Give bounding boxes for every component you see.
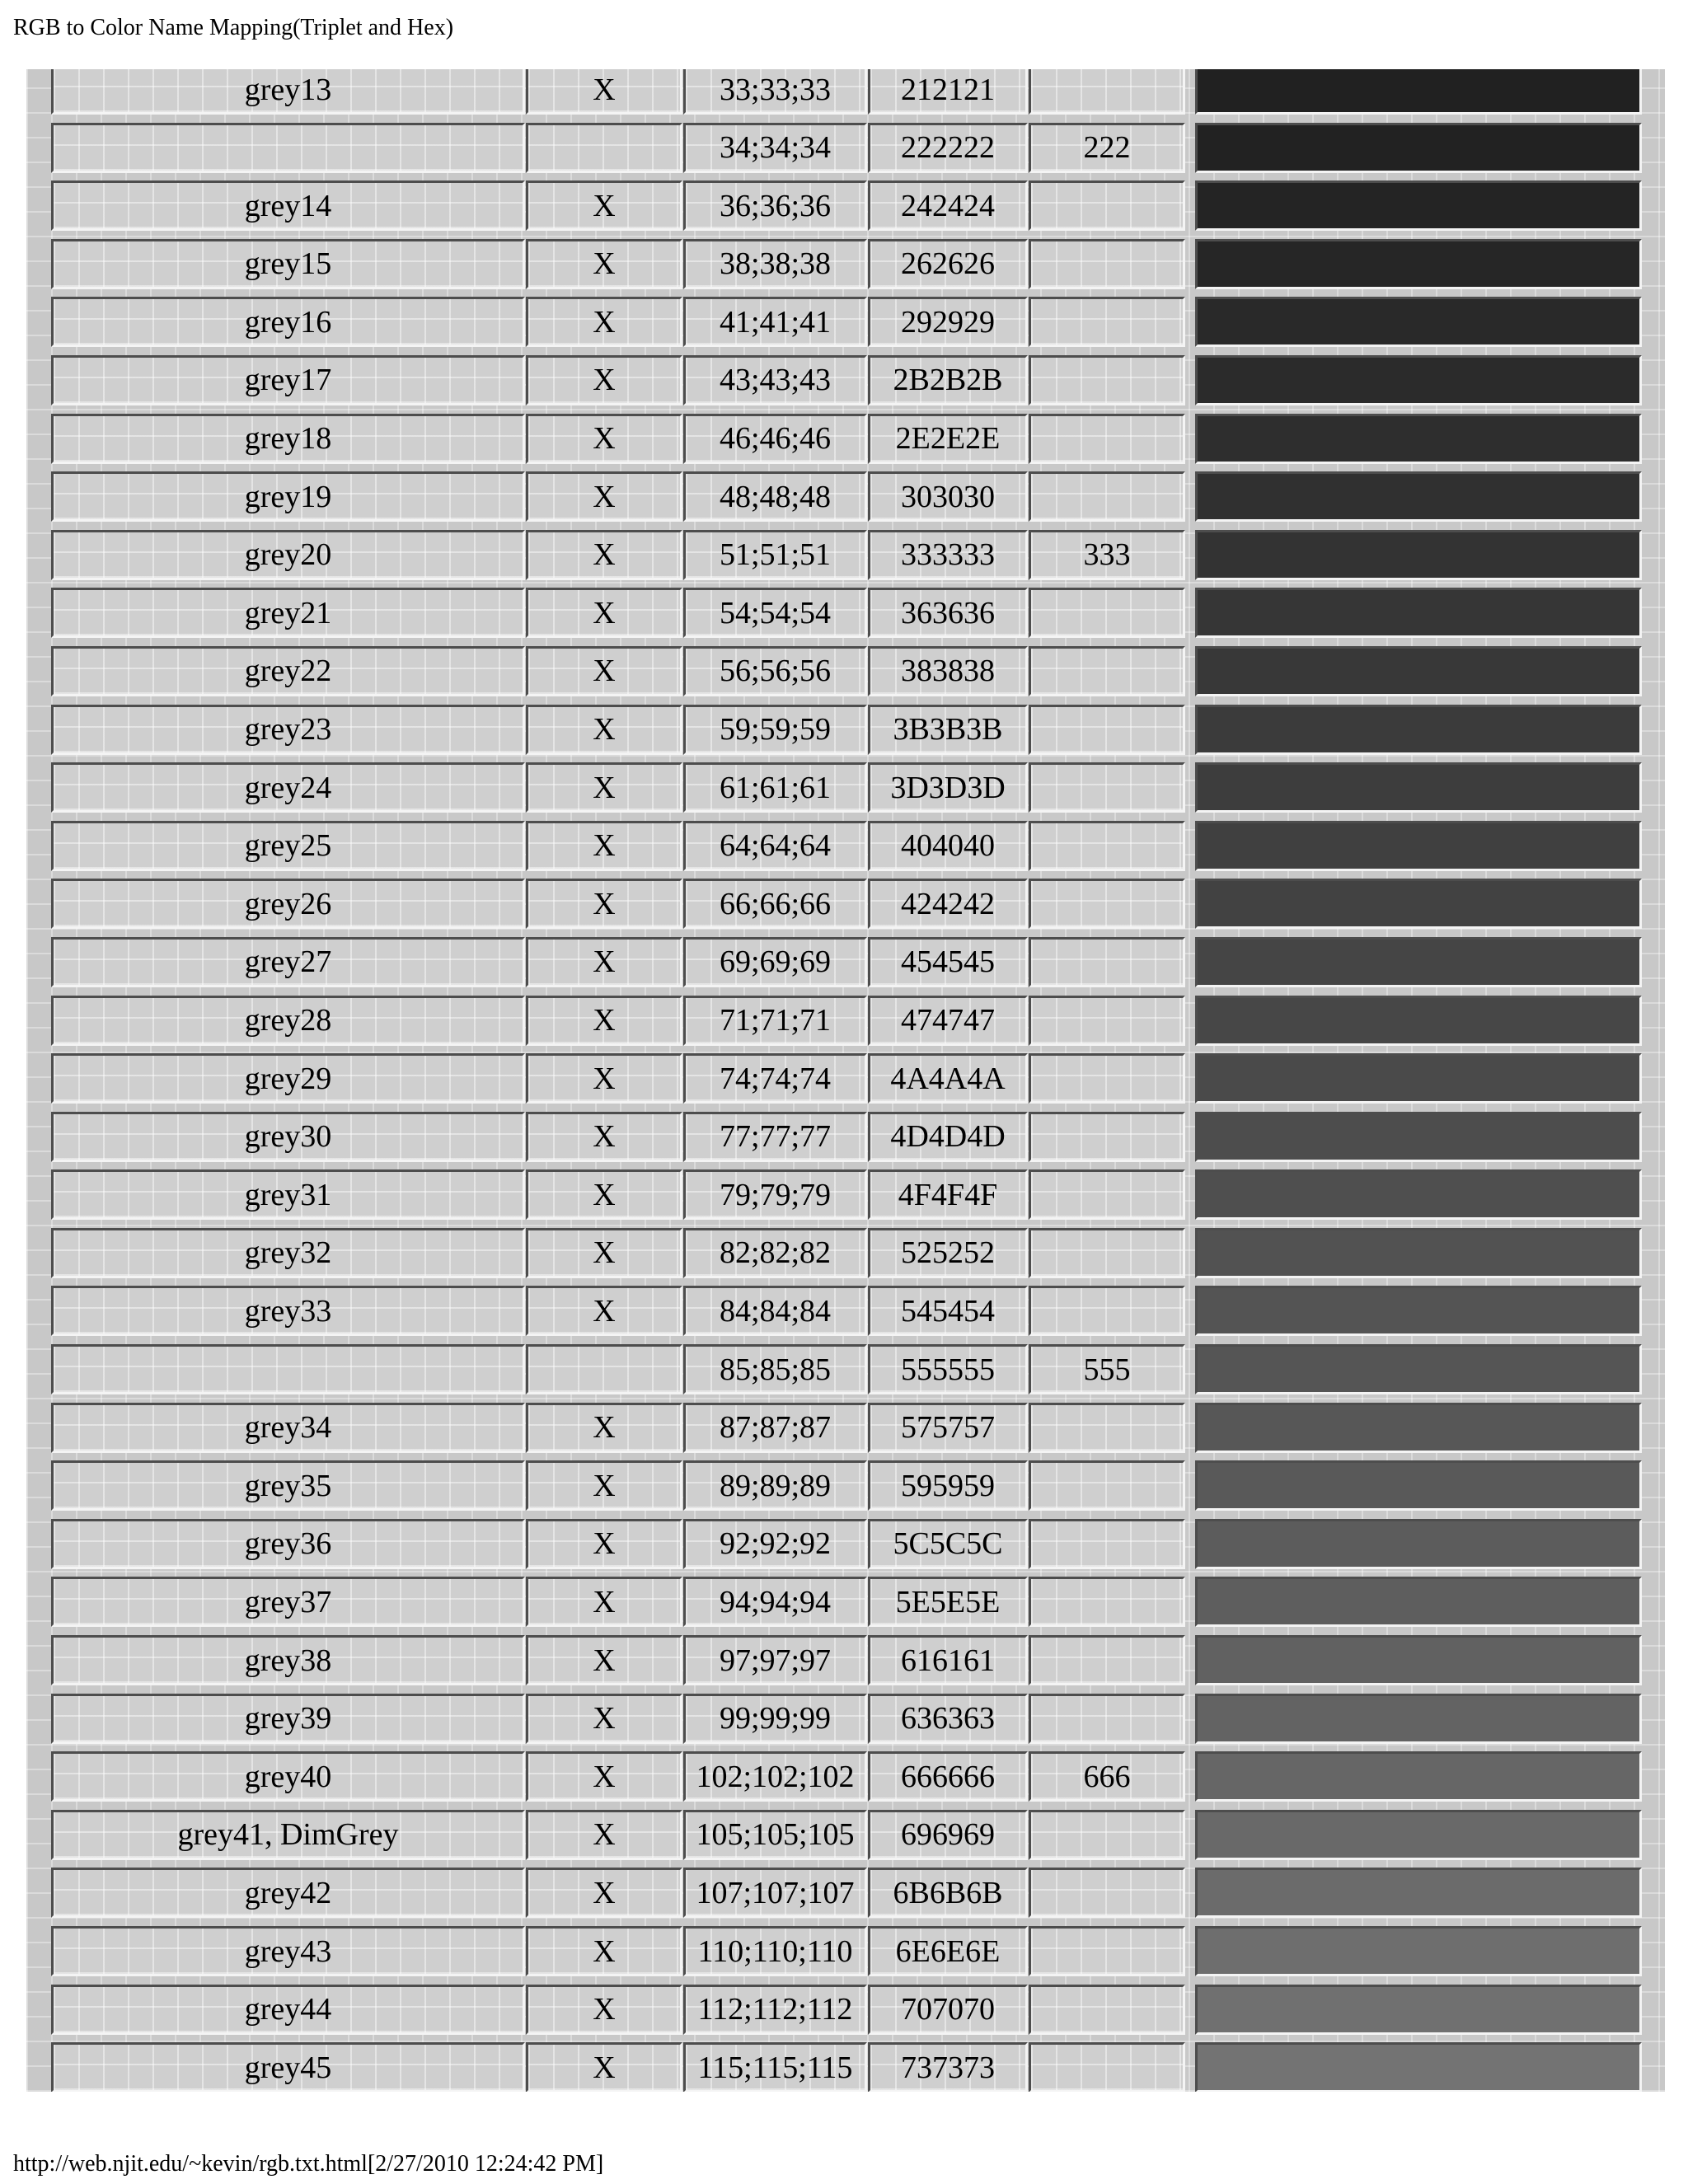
- hex-value-cell: 262626: [868, 239, 1028, 289]
- hex-value-cell: 333333: [868, 530, 1028, 580]
- color-swatch: [1195, 1460, 1642, 1511]
- web-safe-cell: [1029, 1926, 1185, 1976]
- color-name-cell: grey26: [51, 879, 525, 929]
- hex-value-cell: 3B3B3B: [868, 705, 1028, 755]
- color-name-cell: grey30: [51, 1112, 525, 1162]
- table-row: [26, 1225, 1665, 1283]
- web-safe-cell: [1029, 762, 1185, 813]
- color-name-cell: grey23: [51, 705, 525, 755]
- web-safe-cell: 333: [1029, 530, 1185, 580]
- color-swatch: [1195, 937, 1642, 987]
- table-row: [26, 1573, 1665, 1632]
- hex-value-cell: 4F4F4F: [868, 1169, 1028, 1220]
- color-name-cell: [51, 123, 525, 173]
- x11-mark-cell: X: [526, 1635, 682, 1685]
- rgb-triplet-cell: 36;36;36: [683, 180, 867, 231]
- web-safe-cell: [1029, 1228, 1185, 1278]
- web-safe-cell: 222: [1029, 123, 1185, 173]
- rgb-triplet-cell: 82;82;82: [683, 1228, 867, 1278]
- table-row: [26, 759, 1665, 818]
- web-safe-cell: [1029, 2042, 1185, 2092]
- rgb-triplet-cell: 69;69;69: [683, 937, 867, 987]
- x11-mark-cell: X: [526, 821, 682, 871]
- color-name-cell: [51, 1344, 525, 1394]
- page-header: RGB to Color Name Mapping(Triplet and Hex): [13, 15, 454, 40]
- color-name-cell: grey24: [51, 762, 525, 813]
- hex-value-cell: 555555: [868, 1344, 1028, 1394]
- x11-mark-cell: X: [526, 1403, 682, 1453]
- table-row: [26, 2039, 1665, 2092]
- hex-value-cell: 404040: [868, 821, 1028, 871]
- web-safe-cell: [1029, 879, 1185, 929]
- hex-value-cell: 6E6E6E: [868, 1926, 1028, 1976]
- color-table: [26, 69, 1665, 2092]
- table-row: [26, 352, 1665, 410]
- web-safe-cell: [1029, 471, 1185, 522]
- color-swatch: [1195, 1053, 1642, 1104]
- hex-value-cell: 616161: [868, 1635, 1028, 1685]
- table-row: [26, 1516, 1665, 1574]
- color-name-cell: grey43: [51, 1926, 525, 1976]
- web-safe-cell: [1029, 1460, 1185, 1511]
- web-safe-cell: [1029, 821, 1185, 871]
- x11-mark-cell: X: [526, 996, 682, 1046]
- table-row: [26, 1923, 1665, 1981]
- web-safe-cell: [1029, 1868, 1185, 1918]
- color-name-cell: grey34: [51, 1403, 525, 1453]
- hex-value-cell: 292929: [868, 297, 1028, 347]
- table-row: [26, 69, 1665, 120]
- rgb-triplet-cell: 59;59;59: [683, 705, 867, 755]
- x11-mark-cell: [526, 123, 682, 173]
- x11-mark-cell: X: [526, 1577, 682, 1627]
- color-name-cell: grey31: [51, 1169, 525, 1220]
- color-name-cell: grey37: [51, 1577, 525, 1627]
- x11-mark-cell: X: [526, 762, 682, 813]
- color-name-cell: grey33: [51, 1286, 525, 1336]
- table-row: [26, 1981, 1665, 2040]
- web-safe-cell: 666: [1029, 1751, 1185, 1802]
- hex-value-cell: 303030: [868, 471, 1028, 522]
- hex-value-cell: 222222: [868, 123, 1028, 173]
- table-row: [26, 992, 1665, 1051]
- web-safe-cell: [1029, 239, 1185, 289]
- color-name-cell: grey28: [51, 996, 525, 1046]
- x11-mark-cell: X: [526, 1694, 682, 1744]
- color-name-cell: grey41, DimGrey: [51, 1810, 525, 1860]
- color-name-cell: grey44: [51, 1985, 525, 2035]
- table-row: [26, 177, 1665, 236]
- color-swatch: [1195, 471, 1642, 522]
- color-swatch: [1195, 1926, 1642, 1976]
- color-swatch: [1195, 2042, 1642, 2092]
- color-swatch: [1195, 297, 1642, 347]
- hex-value-cell: 212121: [868, 69, 1028, 115]
- x11-mark-cell: X: [526, 1286, 682, 1336]
- color-name-cell: grey13: [51, 69, 525, 115]
- web-safe-cell: [1029, 69, 1185, 115]
- color-swatch: [1195, 705, 1642, 755]
- web-safe-cell: [1029, 1635, 1185, 1685]
- hex-value-cell: 363636: [868, 588, 1028, 638]
- rgb-triplet-cell: 84;84;84: [683, 1286, 867, 1336]
- color-swatch: [1195, 1751, 1642, 1802]
- color-swatch: [1195, 1519, 1642, 1569]
- table-row: [26, 410, 1665, 469]
- color-name-cell: grey38: [51, 1635, 525, 1685]
- color-name-cell: grey15: [51, 239, 525, 289]
- color-swatch: [1195, 239, 1642, 289]
- x11-mark-cell: X: [526, 1926, 682, 1976]
- color-swatch: [1195, 821, 1642, 871]
- x11-mark-cell: X: [526, 1112, 682, 1162]
- web-safe-cell: [1029, 414, 1185, 464]
- rgb-triplet-cell: 71;71;71: [683, 996, 867, 1046]
- color-swatch: [1195, 1868, 1642, 1918]
- table-row: [26, 1690, 1665, 1749]
- table-row: [26, 1166, 1665, 1225]
- color-table-rows: [26, 69, 1665, 2092]
- color-name-cell: grey17: [51, 355, 525, 405]
- color-swatch: [1195, 1112, 1642, 1162]
- x11-mark-cell: X: [526, 879, 682, 929]
- color-name-cell: grey32: [51, 1228, 525, 1278]
- x11-mark-cell: X: [526, 1169, 682, 1220]
- web-safe-cell: [1029, 1169, 1185, 1220]
- x11-mark-cell: X: [526, 1810, 682, 1860]
- table-row: [26, 643, 1665, 701]
- hex-value-cell: 3D3D3D: [868, 762, 1028, 813]
- color-name-cell: grey39: [51, 1694, 525, 1744]
- web-safe-cell: [1029, 588, 1185, 638]
- rgb-triplet-cell: 92;92;92: [683, 1519, 867, 1569]
- rgb-triplet-cell: 99;99;99: [683, 1694, 867, 1744]
- x11-mark-cell: X: [526, 937, 682, 987]
- color-swatch: [1195, 646, 1642, 696]
- x11-mark-cell: X: [526, 414, 682, 464]
- rgb-triplet-cell: 64;64;64: [683, 821, 867, 871]
- rgb-triplet-cell: 41;41;41: [683, 297, 867, 347]
- rgb-triplet-cell: 87;87;87: [683, 1403, 867, 1453]
- color-swatch: [1195, 1810, 1642, 1860]
- hex-value-cell: 4D4D4D: [868, 1112, 1028, 1162]
- table-row: [26, 1864, 1665, 1923]
- rgb-triplet-cell: 38;38;38: [683, 239, 867, 289]
- table-row: [26, 1050, 1665, 1108]
- color-name-cell: grey40: [51, 1751, 525, 1802]
- hex-value-cell: 5E5E5E: [868, 1577, 1028, 1627]
- rgb-triplet-cell: 97;97;97: [683, 1635, 867, 1685]
- color-swatch: [1195, 1635, 1642, 1685]
- hex-value-cell: 707070: [868, 1985, 1028, 2035]
- rgb-triplet-cell: 79;79;79: [683, 1169, 867, 1220]
- web-safe-cell: [1029, 996, 1185, 1046]
- hex-value-cell: 666666: [868, 1751, 1028, 1802]
- rgb-triplet-cell: 33;33;33: [683, 69, 867, 115]
- x11-mark-cell: X: [526, 471, 682, 522]
- x11-mark-cell: X: [526, 1460, 682, 1511]
- table-row: [26, 934, 1665, 992]
- table-row: [26, 818, 1665, 876]
- x11-mark-cell: X: [526, 1053, 682, 1104]
- rgb-triplet-cell: 61;61;61: [683, 762, 867, 813]
- hex-value-cell: 545454: [868, 1286, 1028, 1336]
- rgb-triplet-cell: 110;110;110: [683, 1926, 867, 1976]
- color-name-cell: grey21: [51, 588, 525, 638]
- color-swatch: [1195, 588, 1642, 638]
- color-name-cell: grey36: [51, 1519, 525, 1569]
- hex-value-cell: 737373: [868, 2042, 1028, 2092]
- color-swatch: [1195, 1344, 1642, 1394]
- rgb-triplet-cell: 66;66;66: [683, 879, 867, 929]
- hex-value-cell: 474747: [868, 996, 1028, 1046]
- color-name-cell: grey45: [51, 2042, 525, 2092]
- color-swatch: [1195, 1286, 1642, 1336]
- web-safe-cell: [1029, 1810, 1185, 1860]
- web-safe-cell: [1029, 1577, 1185, 1627]
- color-swatch: [1195, 879, 1642, 929]
- web-safe-cell: [1029, 355, 1185, 405]
- web-safe-cell: [1029, 1112, 1185, 1162]
- web-safe-cell: [1029, 1694, 1185, 1744]
- table-row: [26, 584, 1665, 643]
- rgb-triplet-cell: 54;54;54: [683, 588, 867, 638]
- color-name-cell: grey35: [51, 1460, 525, 1511]
- color-name-cell: grey16: [51, 297, 525, 347]
- color-swatch: [1195, 180, 1642, 231]
- table-row: [26, 120, 1665, 178]
- rgb-triplet-cell: 107;107;107: [683, 1868, 867, 1918]
- page-footer: http://web.njit.edu/~kevin/rgb.txt.html[2/27/2010 12:24:42 PM]: [13, 2151, 604, 2177]
- x11-mark-cell: X: [526, 1519, 682, 1569]
- color-swatch: [1195, 1169, 1642, 1220]
- table-row: [26, 1457, 1665, 1516]
- rgb-triplet-cell: 105;105;105: [683, 1810, 867, 1860]
- hex-value-cell: 4A4A4A: [868, 1053, 1028, 1104]
- rgb-triplet-cell: 46;46;46: [683, 414, 867, 464]
- rgb-triplet-cell: 51;51;51: [683, 530, 867, 580]
- rgb-triplet-cell: 74;74;74: [683, 1053, 867, 1104]
- table-row: [26, 236, 1665, 294]
- rgb-triplet-cell: 102;102;102: [683, 1751, 867, 1802]
- color-swatch: [1195, 355, 1642, 405]
- color-name-cell: grey29: [51, 1053, 525, 1104]
- rgb-triplet-cell: 56;56;56: [683, 646, 867, 696]
- table-row: [26, 1399, 1665, 1458]
- web-safe-cell: [1029, 1286, 1185, 1336]
- web-safe-cell: [1029, 1519, 1185, 1569]
- color-name-cell: grey19: [51, 471, 525, 522]
- web-safe-cell: [1029, 1403, 1185, 1453]
- x11-mark-cell: X: [526, 646, 682, 696]
- x11-mark-cell: X: [526, 69, 682, 115]
- web-safe-cell: [1029, 646, 1185, 696]
- rgb-triplet-cell: 77;77;77: [683, 1112, 867, 1162]
- color-name-cell: grey20: [51, 530, 525, 580]
- x11-mark-cell: X: [526, 297, 682, 347]
- x11-mark-cell: X: [526, 1751, 682, 1802]
- x11-mark-cell: X: [526, 1228, 682, 1278]
- hex-value-cell: 525252: [868, 1228, 1028, 1278]
- rgb-triplet-cell: 94;94;94: [683, 1577, 867, 1627]
- x11-mark-cell: X: [526, 530, 682, 580]
- web-safe-cell: [1029, 937, 1185, 987]
- table-row: [26, 468, 1665, 527]
- color-name-cell: grey14: [51, 180, 525, 231]
- web-safe-cell: [1029, 297, 1185, 347]
- color-swatch: [1195, 69, 1642, 115]
- color-name-cell: grey22: [51, 646, 525, 696]
- color-swatch: [1195, 123, 1642, 173]
- table-row: [26, 1282, 1665, 1341]
- web-safe-cell: [1029, 1053, 1185, 1104]
- hex-value-cell: 242424: [868, 180, 1028, 231]
- color-swatch: [1195, 1577, 1642, 1627]
- table-row: [26, 527, 1665, 585]
- color-swatch: [1195, 762, 1642, 813]
- hex-value-cell: 454545: [868, 937, 1028, 987]
- hex-value-cell: 575757: [868, 1403, 1028, 1453]
- rgb-triplet-cell: 34;34;34: [683, 123, 867, 173]
- web-safe-cell: [1029, 1985, 1185, 2035]
- table-row: [26, 293, 1665, 352]
- web-safe-cell: 555: [1029, 1344, 1185, 1394]
- x11-mark-cell: X: [526, 180, 682, 231]
- web-safe-cell: [1029, 180, 1185, 231]
- hex-value-cell: 5C5C5C: [868, 1519, 1028, 1569]
- hex-value-cell: 383838: [868, 646, 1028, 696]
- color-swatch: [1195, 996, 1642, 1046]
- x11-mark-cell: X: [526, 355, 682, 405]
- table-row: [26, 1108, 1665, 1167]
- rgb-triplet-cell: 48;48;48: [683, 471, 867, 522]
- color-name-cell: grey25: [51, 821, 525, 871]
- color-name-cell: grey27: [51, 937, 525, 987]
- x11-mark-cell: X: [526, 1868, 682, 1918]
- color-swatch: [1195, 530, 1642, 580]
- color-name-cell: grey18: [51, 414, 525, 464]
- x11-mark-cell: [526, 1344, 682, 1394]
- color-swatch: [1195, 1985, 1642, 2035]
- hex-value-cell: 696969: [868, 1810, 1028, 1860]
- x11-mark-cell: X: [526, 588, 682, 638]
- rgb-triplet-cell: 112;112;112: [683, 1985, 867, 2035]
- table-row: [26, 701, 1665, 760]
- rgb-triplet-cell: 115;115;115: [683, 2042, 867, 2092]
- color-swatch: [1195, 414, 1642, 464]
- hex-value-cell: 595959: [868, 1460, 1028, 1511]
- color-name-cell: grey42: [51, 1868, 525, 1918]
- table-row: [26, 1748, 1665, 1807]
- table-row: [26, 1341, 1665, 1399]
- x11-mark-cell: X: [526, 239, 682, 289]
- hex-value-cell: 2E2E2E: [868, 414, 1028, 464]
- x11-mark-cell: X: [526, 1985, 682, 2035]
- hex-value-cell: 2B2B2B: [868, 355, 1028, 405]
- x11-mark-cell: X: [526, 705, 682, 755]
- color-swatch: [1195, 1403, 1642, 1453]
- rgb-triplet-cell: 85;85;85: [683, 1344, 867, 1394]
- hex-value-cell: 6B6B6B: [868, 1868, 1028, 1918]
- hex-value-cell: 636363: [868, 1694, 1028, 1744]
- color-swatch: [1195, 1694, 1642, 1744]
- table-row: [26, 1632, 1665, 1690]
- x11-mark-cell: X: [526, 2042, 682, 2092]
- rgb-triplet-cell: 89;89;89: [683, 1460, 867, 1511]
- table-row: [26, 875, 1665, 934]
- web-safe-cell: [1029, 705, 1185, 755]
- table-row: [26, 1807, 1665, 1865]
- rgb-triplet-cell: 43;43;43: [683, 355, 867, 405]
- hex-value-cell: 424242: [868, 879, 1028, 929]
- color-swatch: [1195, 1228, 1642, 1278]
